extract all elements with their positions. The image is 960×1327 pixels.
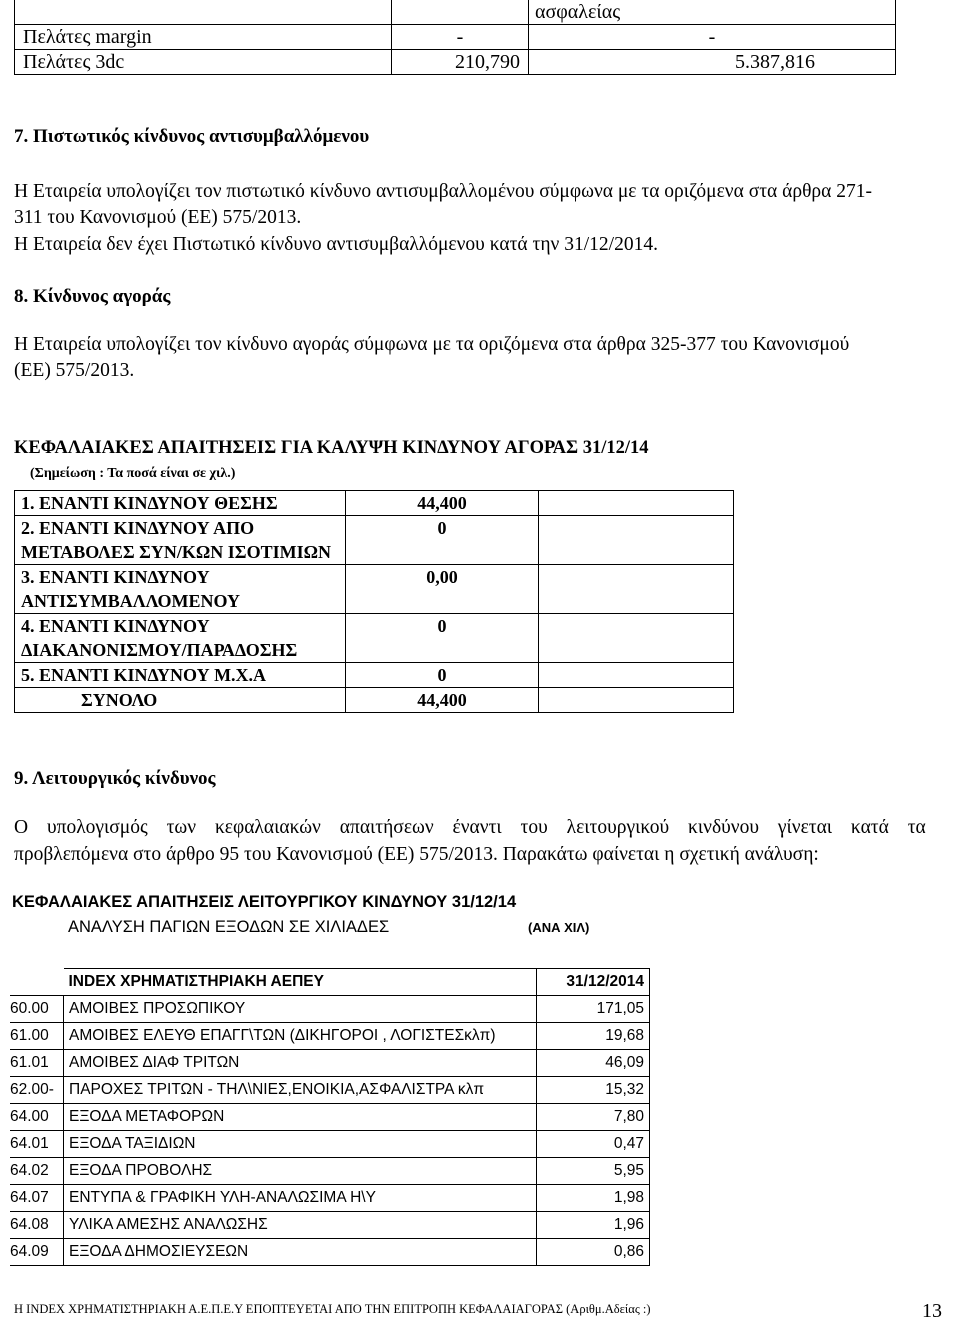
table-cell: [10, 969, 64, 996]
section-7-paragraph-2: Η Εταιρεία δεν έχει Πιστωτικό κίνδυνο αντισυμβαλλόμενου κατά την 31/12/2014.: [14, 234, 658, 255]
expense-amount: 1,98: [537, 1185, 650, 1212]
account-code: 64.09: [10, 1239, 64, 1266]
row-label: Πελάτες margin: [15, 25, 392, 50]
expense-amount: 19,68: [537, 1023, 650, 1050]
table-cell: [539, 663, 734, 688]
account-code: 60.00: [10, 996, 64, 1023]
expense-amount: 171,05: [537, 996, 650, 1023]
row-label: 4. ΕΝΑΝΤΙ ΚΙΝΔΥΝΟΥ ΔΙΑΚΑΝΟΝΙΣΜΟΥ/ΠΑΡΑΔΟΣΗΣ: [15, 614, 346, 663]
expenses-table: [10, 968, 650, 1266]
account-code: 64.01: [10, 1131, 64, 1158]
expense-amount: 7,80: [537, 1104, 650, 1131]
table-row: [10, 996, 650, 1023]
row-value: -: [529, 25, 896, 50]
page-number: 13: [922, 1300, 942, 1322]
account-code: 64.02: [10, 1158, 64, 1185]
expense-amount: 46,09: [537, 1050, 650, 1077]
row-value: 44,400: [346, 491, 539, 516]
expense-description: ΑΜΟΙΒΕΣ ΔΙΑΦ ΤΡΙΤΩΝ: [64, 1050, 537, 1077]
total-label: ΣΥΝΟΛΟ: [15, 688, 346, 713]
row-value: 210,790: [392, 50, 529, 75]
account-code: 64.08: [10, 1212, 64, 1239]
table-row: [15, 50, 896, 75]
expense-description: ΠΑΡΟΧΕΣ ΤΡΙΤΩΝ - ΤΗΛ\ΝΙΕΣ,ΕΝΟΙΚΙΑ,ΑΣΦΑΛΙΣΤΡΑ κλπ: [64, 1077, 537, 1104]
table-row: [10, 1050, 650, 1077]
table-row: [15, 614, 734, 663]
row-value: 0: [346, 516, 539, 565]
table-cell: [539, 614, 734, 663]
unit-label: (ΑΝΑ ΧΙΛ): [528, 920, 590, 935]
expense-description: ΕΞΟΔΑ ΠΡΟΒΟΛΗΣ: [64, 1158, 537, 1185]
row-label: Πελάτες 3dc: [15, 50, 392, 75]
row-label: 1. ΕΝΑΝΤΙ ΚΙΝΔΥΝΟΥ ΘΕΣΗΣ: [15, 491, 346, 516]
table-header-row: [10, 969, 650, 996]
account-code: 61.01: [10, 1050, 64, 1077]
expense-description: ΑΜΟΙΒΕΣ ΕΛΕΥΘ ΕΠΑΓΓ\ΤΩΝ (ΔΙΚΗΓΟΡΟΙ , ΛΟΓΙΣΤΕΣκλπ): [64, 1023, 537, 1050]
table-row: [15, 0, 896, 25]
section-9-heading: 9. Λειτουργικός κίνδυνος: [14, 768, 216, 789]
operational-risk-subtitle: ΑΝΑΛΥΣΗ ΠΑΓΙΩΝ ΕΞΟΔΩΝ ΣΕ ΧΙΛΙΑΔΕΣ: [68, 918, 390, 936]
row-value: 5.387,816: [529, 50, 896, 75]
expense-amount: 0,86: [537, 1239, 650, 1266]
table-row: [15, 663, 734, 688]
market-risk-table: [14, 490, 734, 713]
account-code: 61.00: [10, 1023, 64, 1050]
row-label: 2. ΕΝΑΝΤΙ ΚΙΝΔΥΝΟΥ ΑΠΟ ΜΕΤΑΒΟΛΕΣ ΣΥΝ/ΚΩΝ ΙΣΟΤΙΜΙΩΝ: [15, 516, 346, 565]
market-risk-note: (Σημείωση : Τα ποσά είναι σε χιλ.): [30, 466, 236, 481]
top-table: [14, 0, 896, 75]
expense-amount: 1,96: [537, 1212, 650, 1239]
table-header-cell: ασφαλείας: [529, 0, 896, 25]
expense-amount: 15,32: [537, 1077, 650, 1104]
row-value: -: [392, 25, 529, 50]
table-cell: [539, 516, 734, 565]
table-row: [10, 1131, 650, 1158]
operational-risk-title: ΚΕΦΑΛΑΙΑΚΕΣ ΑΠΑΙΤΗΣΕΙΣ ΛΕΙΤΟΥΡΓΙΚΟΥ ΚΙΝΔΥΝΟΥ 31/12/14: [12, 893, 517, 911]
table-cell: [392, 0, 529, 25]
table-cell: [539, 688, 734, 713]
account-code: 64.00: [10, 1104, 64, 1131]
row-value: 0,00: [346, 565, 539, 614]
expense-description: ΕΞΟΔΑ ΤΑΞΙΔΙΩΝ: [64, 1131, 537, 1158]
section-7-heading: 7. Πιστωτικός κίνδυνος αντισυμβαλλόμενου: [14, 126, 370, 147]
table-row: [15, 25, 896, 50]
expense-amount: 0,47: [537, 1131, 650, 1158]
table-row: [10, 1185, 650, 1212]
expense-description: ΕΞΟΔΑ ΜΕΤΑΦΟΡΩΝ: [64, 1104, 537, 1131]
table-cell: [15, 0, 392, 25]
row-label: 5. ΕΝΑΝΤΙ ΚΙΝΔΥΝΟΥ Μ.Χ.Α: [15, 663, 346, 688]
row-value: 0: [346, 614, 539, 663]
expense-description: ΑΜΟΙΒΕΣ ΠΡΟΣΩΠΙΚΟΥ: [64, 996, 537, 1023]
table-row: [10, 1239, 650, 1266]
total-value: 44,400: [346, 688, 539, 713]
company-header: INDEX ΧΡΗΜΑΤΙΣΤΗΡΙΑΚΗ ΑΕΠΕΥ: [64, 969, 537, 996]
table-row: [15, 516, 734, 565]
table-row: [10, 1212, 650, 1239]
date-header: 31/12/2014: [537, 969, 650, 996]
section-7-paragraph-line1: Η Εταιρεία υπολογίζει τον πιστωτικό κίνδυνο αντισυμβαλλομένου σύμφωνα με τα οριζόμενα στα άρθρα 271-: [14, 181, 872, 202]
expense-description: ΕΞΟΔΑ ΔΗΜΟΣΙΕΥΣΕΩΝ: [64, 1239, 537, 1266]
expense-description: ΕΝΤΥΠΑ & ΓΡΑΦΙΚΗ ΥΛΗ-ΑΝΑΛΩΣΙΜΑ Η\Υ: [64, 1185, 537, 1212]
table-row: [15, 688, 734, 713]
row-label: 3. ΕΝΑΝΤΙ ΚΙΝΔΥΝΟΥ ΑΝΤΙΣΥΜΒΑΛΛΟΜΕΝΟΥ: [15, 565, 346, 614]
section-9-paragraph-line1: Ο υπολογισμός των κεφαλαιακών απαιτήσεων έναντι του λειτουργικού κινδύνου γίνεται κατά τα: [14, 817, 926, 838]
market-risk-title: ΚΕΦΑΛΑΙΑΚΕΣ ΑΠΑΙΤΗΣΕΙΣ ΓΙΑ ΚΑΛΥΨΗ ΚΙΝΔΥΝΟΥ ΑΓΟΡΑΣ 31/12/14: [14, 438, 649, 458]
section-7-paragraph-line2: 311 του Κανονισμού (ΕΕ) 575/2013.: [14, 207, 302, 228]
account-code: 64.07: [10, 1185, 64, 1212]
table-cell: [539, 565, 734, 614]
table-cell: [539, 491, 734, 516]
expense-amount: 5,95: [537, 1158, 650, 1185]
expense-description: ΥΛΙΚΑ ΑΜΕΣΗΣ ΑΝΑΛΩΣΗΣ: [64, 1212, 537, 1239]
table-row: [10, 1104, 650, 1131]
page-footer: Η INDEX ΧΡΗΜΑΤΙΣΤΗΡΙΑΚΗ Α.Ε.Π.Ε.Υ ΕΠΟΠΤΕΥΕΤΑΙ ΑΠΟ ΤΗΝ ΕΠΙΤΡΟΠΗ ΚΕΦΑΛΑΙΑΓΟΡΑΣ (Αριθμ.Αδείας :): [14, 1302, 651, 1316]
section-8-paragraph-line1: Η Εταιρεία υπολογίζει τον κίνδυνο αγοράς σύμφωνα με τα οριζόμενα στα άρθρα 325-377 του Κανονισμού: [14, 334, 850, 355]
table-row: [15, 565, 734, 614]
section-8-paragraph-line2: (ΕΕ) 575/2013.: [14, 360, 135, 381]
table-row: [10, 1158, 650, 1185]
account-code: 62.00-: [10, 1077, 64, 1104]
section-9-paragraph-line2: προβλεπόμενα στο άρθρο 95 του Κανονισμού (ΕΕ) 575/2013. Παρακάτω φαίνεται η σχετική ανάλυση:: [14, 844, 819, 865]
table-row: [10, 1023, 650, 1050]
table-row: [10, 1077, 650, 1104]
table-row: [15, 491, 734, 516]
row-value: 0: [346, 663, 539, 688]
section-8-heading: 8. Κίνδυνος αγοράς: [14, 286, 171, 307]
